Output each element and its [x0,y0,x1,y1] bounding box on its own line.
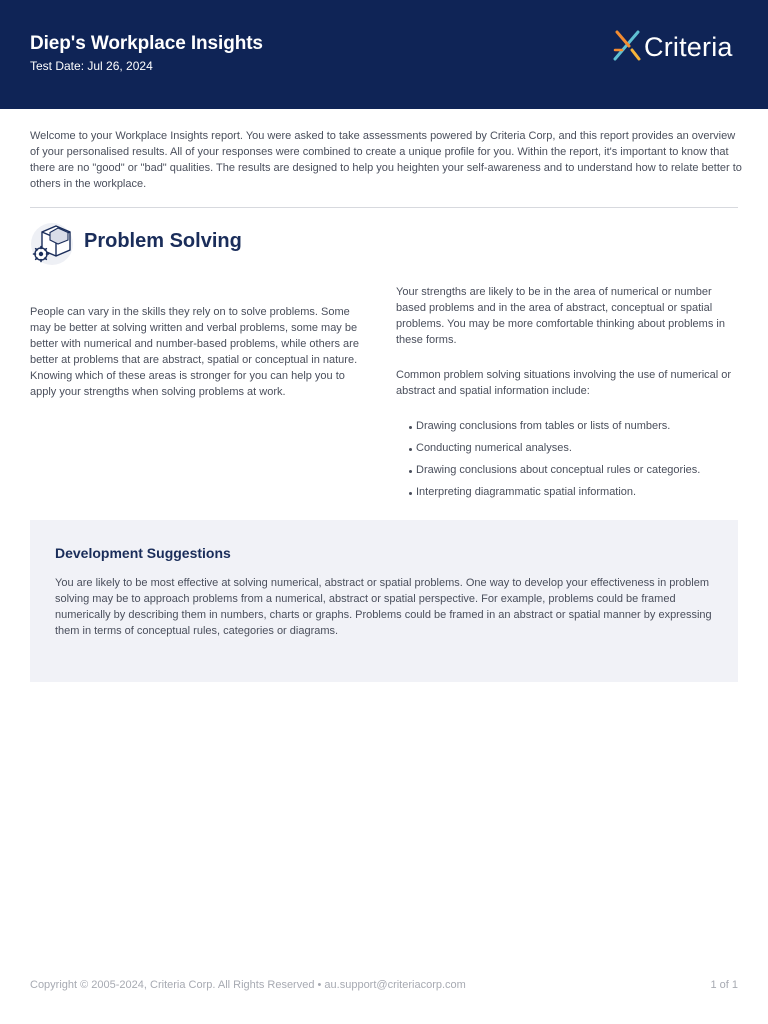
section-title: Problem Solving [84,230,242,252]
situations-list [396,418,741,506]
list-item: Interpreting diagrammatic spatial information. [396,484,741,506]
test-date: Test Date: Jul 26, 2024 [30,59,153,73]
strengths-paragraph: Your strengths are likely to be in the area of numerical or number based problems and in the area of abstract, conceptual or spatial problems. You may be more comfortable thinking about problems in these forms. [396,286,725,346]
development-suggestions-box [30,520,738,682]
problem-solving-cube-gear-icon [30,220,78,268]
section-divider [30,207,738,208]
criteria-logo [612,29,733,65]
list-item: Drawing conclusions from tables or lists of numbers. [396,418,741,440]
report-title: Diep's Workplace Insights [30,33,263,54]
footer-copyright: Copyright © 2005-2024, Criteria Corp. All Rights Reserved • au.support@criteriacorp.com [30,979,466,991]
development-text: You are likely to be most effective at solving numerical, abstract or spatial problems. One way to develop your effectiveness in problem solving may be to approach problems from a numerical, abstract or spatial perspective. For example, problems could be framed numerically by describing them in numbers, charts or graphs. Problems could be framed in an abstract or spatial manner by expressing them in terms of conceptual rules, categories or diagrams. [55,577,712,637]
section-right-column [396,284,741,506]
development-title: Development Suggestions [55,545,231,561]
criteria-x-mark-icon [612,28,642,67]
situations-paragraph: Common problem solving situations involving the use of numerical or abstract and spatial information include: [396,369,732,397]
intro-paragraph: Welcome to your Workplace Insights report. You were asked to take assessments powered by Criteria Corp, and this report provides an overview of your personalised results. All of your responses were combined to create a unique profile for you. Within the report, it's important to know that there are no "good" or "bad" qualities. The results are designed to help you heighten your self-awareness and to understand how to relate better to others in the workplace. [30,130,742,190]
logo-wordmark: Criteria [644,31,733,62]
report-header [0,0,768,109]
list-item: Drawing conclusions about conceptual rules or categories. [396,462,741,484]
section-left-text: People can vary in the skills they rely on to solve problems. Some may be better at solving written and verbal problems, some may be better with numerical and number-based problems, while others are better at problems that are abstract, spatial or conceptual in nature. Knowing which of these areas is stronger for you can help you to apply your strengths when solving problems at work. [30,306,359,398]
list-item: Conducting numerical analyses. [396,440,741,462]
page-number: 1 of 1 [710,979,738,991]
